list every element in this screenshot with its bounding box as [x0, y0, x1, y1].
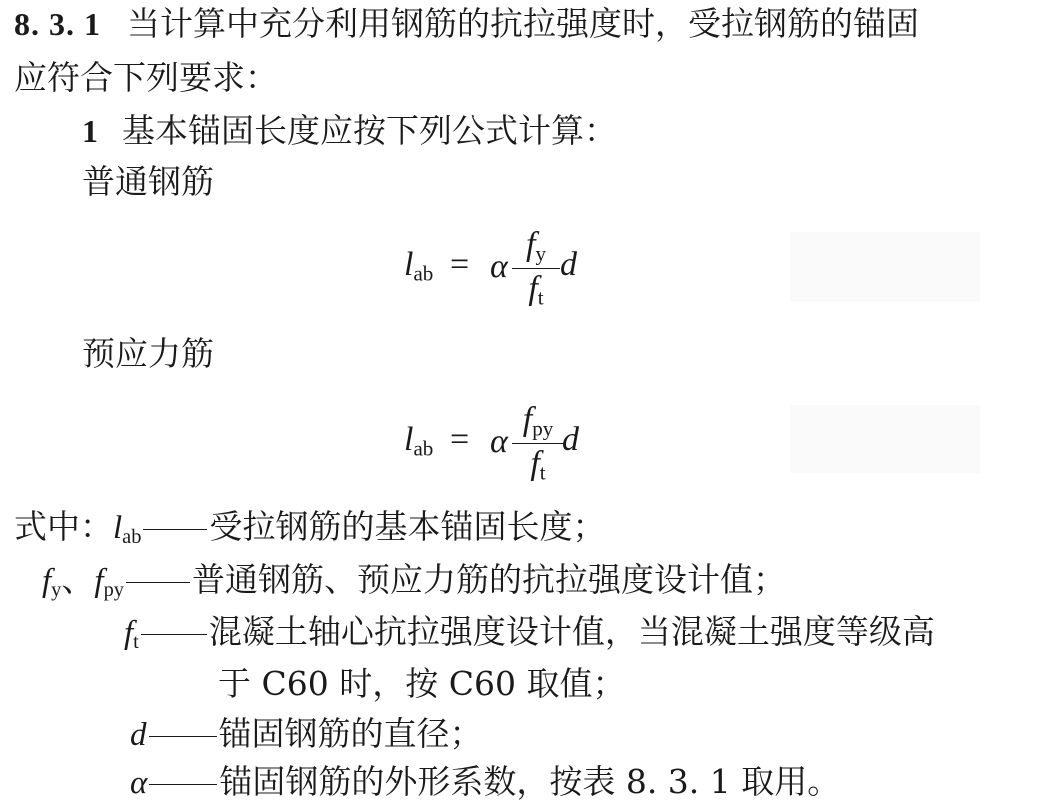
clause-line-1	[14, 4, 919, 44]
em-dash	[141, 634, 207, 635]
prestressed-heading	[82, 334, 214, 374]
def-symbol-d: d	[130, 717, 147, 753]
def-text-lab: 受拉钢筋的基本锚固长度；	[209, 507, 606, 546]
formula-2-fraction	[512, 397, 564, 487]
def-symbol-lab: $l_{ab}$	[113, 510, 142, 549]
def-line-lab	[14, 507, 605, 557]
ordinary-heading-text: 普通钢筋	[82, 162, 214, 201]
item-number: 1	[82, 113, 98, 149]
def-line-ft	[124, 612, 935, 662]
formula-2-alpha: α	[490, 423, 508, 460]
em-dash	[149, 784, 217, 785]
def-line-fy	[42, 560, 786, 610]
formula-2-numerator: $f_{py}$	[522, 401, 554, 441]
formula-1-denominator: $f_t$	[528, 270, 544, 310]
formula-1-lhs: $l_{ab}$	[404, 246, 434, 286]
formula-1-d: d	[560, 246, 577, 283]
formula-2-lhs: $l_{ab}$	[404, 421, 434, 461]
clause-line-2	[14, 58, 278, 98]
em-dash	[143, 529, 207, 530]
def-text-fy: 普通钢筋、预应力筋的抗拉强度设计值；	[192, 560, 786, 599]
where-label: 式中：	[14, 507, 113, 546]
formula-1-equals: =	[450, 246, 470, 283]
clause-text-1: 当计算中充分利用钢筋的抗拉强度时，受拉钢筋的锚固	[127, 4, 919, 43]
def-line-alpha	[130, 762, 840, 803]
formula-1-alpha: α	[490, 248, 508, 285]
prestressed-heading-text: 预应力筋	[82, 334, 214, 373]
em-dash	[126, 582, 190, 583]
def-text-d: 锚固钢筋的直径；	[218, 714, 483, 753]
clause-number: 8. 3. 1	[14, 6, 101, 42]
fraction-bar	[512, 443, 564, 444]
def-line-ft-cont	[218, 664, 625, 704]
ordinary-heading	[82, 162, 214, 202]
em-dash	[149, 736, 217, 737]
item-1-line	[82, 111, 617, 151]
formula-1-fraction	[512, 222, 560, 312]
fraction-bar	[512, 268, 560, 269]
def-symbol-fy: $f_y$	[42, 563, 62, 602]
formula-prestressed	[404, 397, 604, 487]
faint-patch	[790, 232, 980, 302]
formula-ordinary	[404, 222, 604, 312]
faint-patch	[790, 405, 980, 473]
def-text-ft-cont: 于 C60 时，按 C60 取值；	[218, 664, 626, 703]
def-text-alpha: 锚固钢筋的外形系数，按表 8. 3. 1 取用。	[219, 762, 841, 801]
clause-text-2: 应符合下列要求：	[14, 58, 278, 97]
formula-2-d: d	[562, 421, 579, 458]
formula-2-equals: =	[450, 421, 470, 458]
def-symbol-alpha: α	[130, 765, 148, 801]
formula-2-denominator: $f_t$	[530, 445, 546, 485]
formula-1-numerator: $f_y$	[526, 226, 546, 266]
def-symbol-fpy: $f_{py}$	[94, 563, 124, 602]
def-text-ft: 混凝土轴心抗拉强度设计值，当混凝土强度等级高	[208, 612, 935, 651]
def-symbol-ft: $f_t$	[124, 615, 139, 654]
def-line-d	[130, 714, 483, 755]
item-text: 基本锚固长度应按下列公式计算：	[122, 111, 617, 150]
def-separator: 、	[61, 560, 95, 599]
